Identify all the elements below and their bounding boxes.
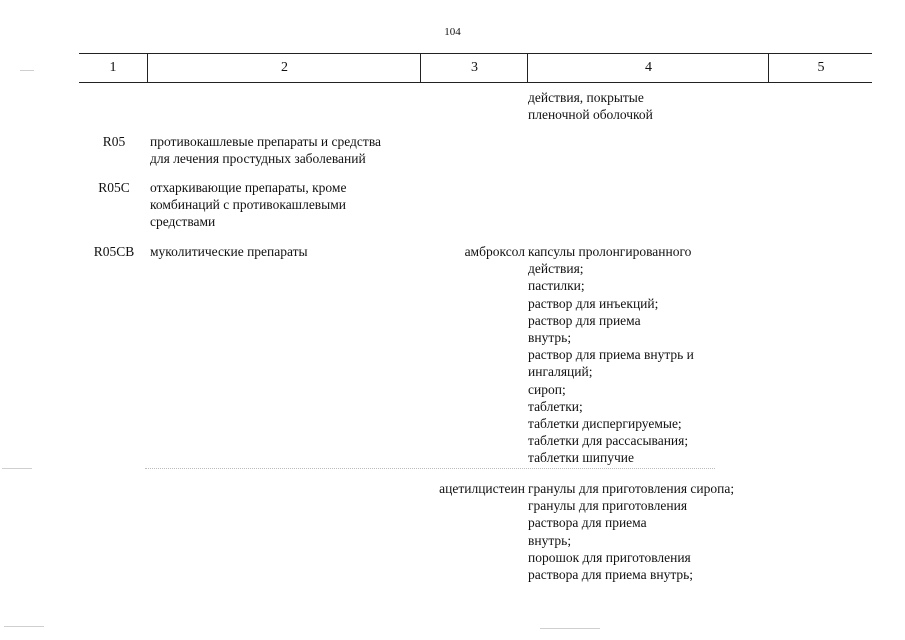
dosage-form-line: пленочной оболочкой: [528, 107, 653, 123]
dosage-form-line: гранулы для приготовления: [528, 498, 688, 514]
scan-speck: [20, 70, 34, 71]
dosage-form-line: таблетки;: [528, 398, 583, 414]
dosage-form-line: раствора для приема: [528, 515, 647, 531]
scan-speck: [2, 468, 32, 469]
description-line: для лечения простудных заболеваний: [150, 151, 366, 167]
atc-code-r05cb: R05CB: [93, 244, 135, 259]
description-line: отхаркивающие препараты, кроме: [150, 180, 347, 195]
atc-description-r05cb: [150, 243, 430, 260]
atc-description-r05: [150, 133, 430, 167]
header-col-5: 5: [768, 54, 873, 82]
description-line: муколитические препараты: [150, 244, 308, 259]
header-col-3: 3: [420, 54, 528, 82]
atc-code-r05: R05: [102, 134, 126, 149]
dosage-form-line: раствор для инъекций;: [528, 295, 659, 311]
table-header-row: [79, 53, 872, 83]
dosage-form-line: раствор для приема: [528, 312, 641, 328]
atc-code-r05c: R05C: [98, 180, 130, 195]
scan-speck: [540, 628, 600, 629]
dosage-form-line: гранулы для приготовления сиропа;: [528, 481, 735, 496]
header-col-1: 1: [109, 60, 117, 75]
faint-row-separator: [145, 468, 715, 469]
dosage-form-line: действия;: [528, 261, 584, 277]
dosage-form-line: раствор для приема внутрь и: [528, 347, 694, 363]
header-col-4: 4: [527, 54, 769, 82]
description-line: противокашлевые препараты и средства: [150, 134, 382, 149]
scan-speck: [4, 626, 44, 627]
description-line: комбинаций с противокашлевыми: [150, 197, 347, 213]
dosage-form-line: ингаляций;: [528, 364, 593, 380]
dosage-form-line: таблетки для рассасывания;: [528, 433, 689, 449]
drug-name-acetylcysteine: ацетилцистеин: [439, 481, 525, 496]
dosage-form-line: внутрь;: [528, 532, 572, 548]
dosage-form-line: внутрь;: [528, 330, 572, 346]
dosage-form-line: действия, покрытые: [528, 90, 644, 105]
dosage-form-line: таблетки диспергируемые;: [528, 416, 682, 432]
dosage-form-line: раствора для приема внутрь;: [528, 567, 694, 583]
drug-name-ambroxol: амброксол: [464, 244, 525, 259]
dosage-form-line: порошок для приготовления: [528, 549, 691, 565]
dosage-forms-ambroxol: [528, 243, 828, 467]
continued-dosage-forms: [528, 89, 828, 123]
dosage-form-line: таблетки шипучие: [528, 450, 634, 466]
description-line: средствами: [150, 214, 216, 230]
dosage-forms-acetylcysteine: [528, 480, 828, 583]
header-col-2: 2: [147, 54, 421, 82]
page-number: 104: [444, 26, 461, 38]
dosage-form-line: пастилки;: [528, 278, 585, 294]
dosage-form-line: сироп;: [528, 381, 566, 397]
dosage-form-line: капсулы пролонгированного: [528, 244, 692, 259]
atc-description-r05c: [150, 179, 430, 231]
